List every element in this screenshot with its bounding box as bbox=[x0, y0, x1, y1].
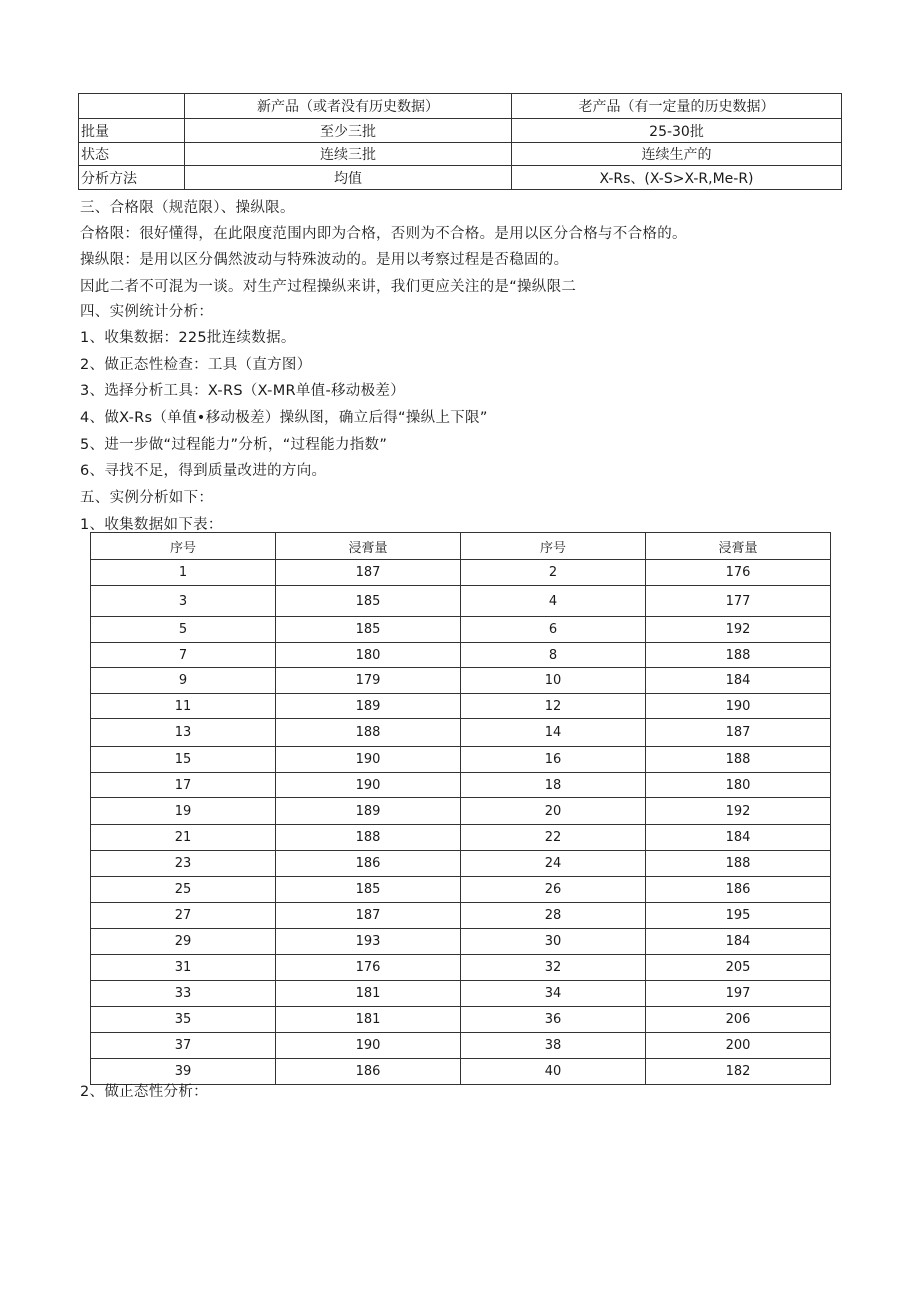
data-table-header-row bbox=[91, 533, 831, 560]
extract-amount-cell: 187 bbox=[646, 719, 831, 747]
comparison-header-cell: 老产品（有一定量的历史数据） bbox=[512, 94, 842, 119]
extract-amount-cell: 188 bbox=[646, 643, 831, 668]
sequence-number-cell: 9 bbox=[91, 668, 276, 694]
extract-amount-cell: 186 bbox=[646, 877, 831, 903]
extract-amount-cell: 188 bbox=[276, 719, 461, 747]
sequence-number-cell: 40 bbox=[461, 1059, 646, 1085]
sequence-number-cell: 35 bbox=[91, 1007, 276, 1033]
table-row bbox=[91, 798, 831, 825]
table-row bbox=[91, 981, 831, 1007]
sequence-number-cell: 32 bbox=[461, 955, 646, 981]
extract-amount-cell: 176 bbox=[646, 560, 831, 586]
table-row bbox=[91, 747, 831, 773]
sequence-number-cell: 13 bbox=[91, 719, 276, 747]
sequence-number-cell: 1 bbox=[91, 560, 276, 586]
extract-amount-cell: 190 bbox=[276, 1033, 461, 1059]
extract-amount-cell: 187 bbox=[276, 903, 461, 929]
paragraph: 1、收集数据：225批连续数据。 bbox=[80, 330, 296, 346]
sequence-number-cell: 12 bbox=[461, 694, 646, 719]
extract-amount-cell: 176 bbox=[276, 955, 461, 981]
extract-amount-cell: 190 bbox=[646, 694, 831, 719]
table-row bbox=[91, 668, 831, 694]
sequence-number-cell: 14 bbox=[461, 719, 646, 747]
extract-amount-cell: 192 bbox=[646, 798, 831, 825]
extract-amount-cell: 188 bbox=[646, 747, 831, 773]
extract-amount-cell: 184 bbox=[646, 825, 831, 851]
extract-amount-cell: 179 bbox=[276, 668, 461, 694]
sequence-number-cell: 22 bbox=[461, 825, 646, 851]
extract-amount-cell: 195 bbox=[646, 903, 831, 929]
table-row bbox=[91, 586, 831, 617]
sequence-number-cell: 16 bbox=[461, 747, 646, 773]
column-header: 序号 bbox=[91, 533, 276, 560]
comparison-cell: X-Rs、(X-S>X-R,Me-R) bbox=[512, 166, 842, 190]
sequence-number-cell: 38 bbox=[461, 1033, 646, 1059]
comparison-row bbox=[79, 119, 842, 143]
table-row bbox=[91, 955, 831, 981]
extract-amount-cell: 180 bbox=[276, 643, 461, 668]
section-2-heading: 2、做正态性分析： bbox=[80, 1084, 208, 1100]
sequence-number-cell: 24 bbox=[461, 851, 646, 877]
extract-amount-cell: 185 bbox=[276, 877, 461, 903]
extract-amount-cell: 186 bbox=[276, 1059, 461, 1085]
comparison-header-cell: 新产品（或者没有历史数据） bbox=[185, 94, 512, 119]
comparison-row-label: 分析方法 bbox=[79, 166, 185, 190]
sequence-number-cell: 21 bbox=[91, 825, 276, 851]
extract-amount-cell: 185 bbox=[276, 617, 461, 643]
extract-amount-cell: 193 bbox=[276, 929, 461, 955]
sequence-number-cell: 23 bbox=[91, 851, 276, 877]
extract-amount-cell: 190 bbox=[276, 747, 461, 773]
extract-amount-cell: 180 bbox=[646, 773, 831, 798]
sequence-number-cell: 27 bbox=[91, 903, 276, 929]
extract-amount-cell: 184 bbox=[646, 668, 831, 694]
comparison-row bbox=[79, 166, 842, 190]
sequence-number-cell: 5 bbox=[91, 617, 276, 643]
table-row bbox=[91, 643, 831, 668]
sequence-number-cell: 20 bbox=[461, 798, 646, 825]
sequence-number-cell: 15 bbox=[91, 747, 276, 773]
paragraph: 6、寻找不足，得到质量改进的方向。 bbox=[80, 463, 327, 479]
sequence-number-cell: 30 bbox=[461, 929, 646, 955]
paragraph: 5、进一步做“过程能力”分析，“过程能力指数” bbox=[80, 437, 388, 453]
extract-amount-cell: 192 bbox=[646, 617, 831, 643]
sequence-number-cell: 36 bbox=[461, 1007, 646, 1033]
sequence-number-cell: 11 bbox=[91, 694, 276, 719]
extract-amount-cell: 188 bbox=[646, 851, 831, 877]
extract-amount-cell: 187 bbox=[276, 560, 461, 586]
table-row bbox=[91, 851, 831, 877]
sequence-number-cell: 19 bbox=[91, 798, 276, 825]
comparison-row-label: 状态 bbox=[79, 143, 185, 166]
extract-amount-cell: 181 bbox=[276, 1007, 461, 1033]
extract-amount-cell: 189 bbox=[276, 694, 461, 719]
sequence-number-cell: 4 bbox=[461, 586, 646, 617]
paragraph: 三、合格限（规范限）、操纵限。 bbox=[80, 200, 295, 216]
paragraph: 操纵限：是用以区分偶然波动与特殊波动的。是用以考察过程是否稳固的。 bbox=[80, 252, 569, 268]
extract-amount-cell: 184 bbox=[646, 929, 831, 955]
table-row bbox=[91, 617, 831, 643]
paragraph: 四、实例统计分析： bbox=[80, 304, 214, 320]
comparison-cell: 25-30批 bbox=[512, 119, 842, 143]
extract-amount-cell: 200 bbox=[646, 1033, 831, 1059]
extract-amount-cell: 177 bbox=[646, 586, 831, 617]
sequence-number-cell: 18 bbox=[461, 773, 646, 798]
table-row bbox=[91, 1007, 831, 1033]
sequence-number-cell: 8 bbox=[461, 643, 646, 668]
extract-amount-cell: 185 bbox=[276, 586, 461, 617]
comparison-row bbox=[79, 143, 842, 166]
table-row bbox=[91, 694, 831, 719]
sequence-number-cell: 6 bbox=[461, 617, 646, 643]
column-header: 浸膏量 bbox=[646, 533, 831, 560]
comparison-cell: 至少三批 bbox=[185, 119, 512, 143]
comparison-cell: 均值 bbox=[185, 166, 512, 190]
table-row bbox=[91, 825, 831, 851]
sequence-number-cell: 25 bbox=[91, 877, 276, 903]
comparison-cell: 连续生产的 bbox=[512, 143, 842, 166]
comparison-table bbox=[78, 93, 842, 190]
paragraph: 2、做正态性检查：工具（直方图） bbox=[80, 357, 312, 373]
sequence-number-cell: 26 bbox=[461, 877, 646, 903]
sequence-number-cell: 10 bbox=[461, 668, 646, 694]
paragraph: 五、实例分析如下： bbox=[80, 490, 214, 506]
comparison-header-cell bbox=[79, 94, 185, 119]
extract-amount-cell: 197 bbox=[646, 981, 831, 1007]
paragraph: 合格限：很好懂得，在此限度范围内即为合格，否则为不合格。是用以区分合格与不合格的。 bbox=[80, 226, 687, 242]
extract-amount-cell: 186 bbox=[276, 851, 461, 877]
sequence-number-cell: 7 bbox=[91, 643, 276, 668]
extract-amount-cell: 181 bbox=[276, 981, 461, 1007]
table-row bbox=[91, 719, 831, 747]
extract-amount-cell: 206 bbox=[646, 1007, 831, 1033]
sequence-number-cell: 29 bbox=[91, 929, 276, 955]
table-row bbox=[91, 1033, 831, 1059]
extract-amount-cell: 189 bbox=[276, 798, 461, 825]
column-header: 序号 bbox=[461, 533, 646, 560]
sequence-number-cell: 39 bbox=[91, 1059, 276, 1085]
extract-amount-cell: 182 bbox=[646, 1059, 831, 1085]
table-row bbox=[91, 1059, 831, 1085]
column-header: 浸膏量 bbox=[276, 533, 461, 560]
comparison-cell: 连续三批 bbox=[185, 143, 512, 166]
data-table bbox=[90, 532, 831, 1085]
sequence-number-cell: 37 bbox=[91, 1033, 276, 1059]
sequence-number-cell: 3 bbox=[91, 586, 276, 617]
table-row bbox=[91, 773, 831, 798]
sequence-number-cell: 34 bbox=[461, 981, 646, 1007]
extract-amount-cell: 190 bbox=[276, 773, 461, 798]
paragraph: 3、选择分析工具：X-RS（X-MR单值-移动极差） bbox=[80, 383, 406, 399]
sequence-number-cell: 33 bbox=[91, 981, 276, 1007]
table-row bbox=[91, 560, 831, 586]
comparison-header-row bbox=[79, 94, 842, 119]
table-row bbox=[91, 877, 831, 903]
sequence-number-cell: 17 bbox=[91, 773, 276, 798]
table-row bbox=[91, 903, 831, 929]
sequence-number-cell: 28 bbox=[461, 903, 646, 929]
extract-amount-cell: 205 bbox=[646, 955, 831, 981]
sequence-number-cell: 31 bbox=[91, 955, 276, 981]
paragraph: 1、收集数据如下表： bbox=[80, 517, 223, 533]
table-row bbox=[91, 929, 831, 955]
comparison-row-label: 批量 bbox=[79, 119, 185, 143]
sequence-number-cell: 2 bbox=[461, 560, 646, 586]
extract-amount-cell: 188 bbox=[276, 825, 461, 851]
paragraph: 因此二者不可混为一谈。对生产过程操纵来讲，我们更应关注的是“操纵限二 bbox=[80, 279, 577, 295]
paragraph: 4、做X-Rs（单值•移动极差）操纵图，确立后得“操纵上下限” bbox=[80, 410, 488, 426]
